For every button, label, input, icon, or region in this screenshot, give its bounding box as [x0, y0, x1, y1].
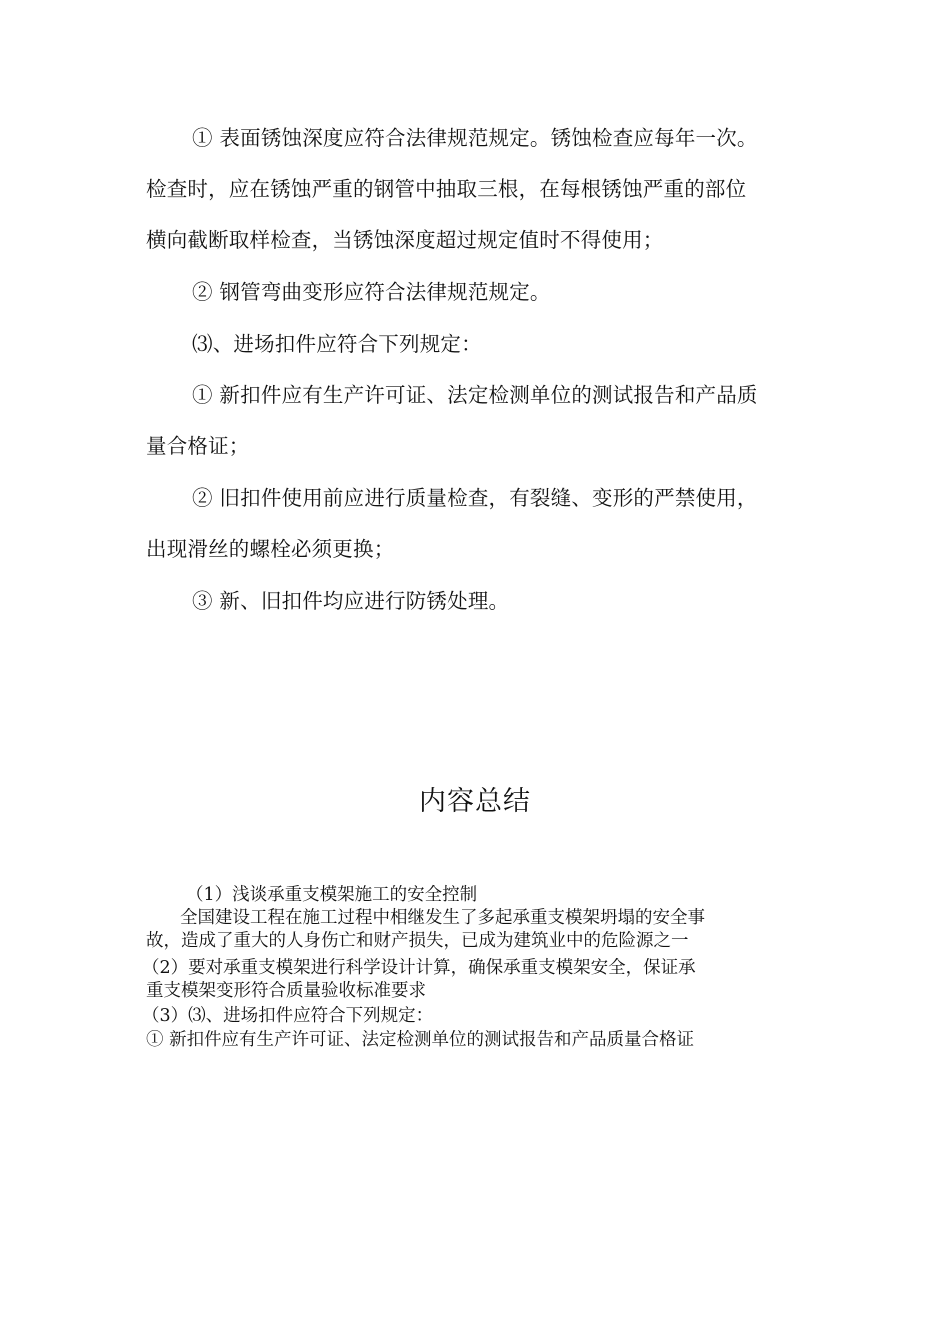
paragraph-line: ② 旧扣件使用前应进行质量检查，有裂缝、变形的严禁使用，: [192, 486, 758, 510]
summary-line: 全国建设工程在施工过程中相继发生了多起承重支模架坍塌的安全事: [180, 908, 705, 928]
paragraph-line: ③ 新、旧扣件均应进行防锈处理。: [192, 589, 510, 613]
paragraph-line: ② 钢管弯曲变形应符合法律规范规定。: [192, 280, 551, 304]
paragraph-line: ① 新扣件应有生产许可证、法定检测单位的测试报告和产品质: [192, 383, 758, 407]
paragraph-line: 检查时，应在锈蚀严重的钢管中抽取三根，在每根锈蚀严重的部位: [146, 177, 747, 201]
summary-line: （2）要对承重支模架进行科学设计计算，确保承重支模架安全，保证承: [142, 958, 696, 978]
summary-line: ① 新扣件应有生产许可证、法定检测单位的测试报告和产品质量合格证: [146, 1030, 695, 1050]
paragraph-line: 量合格证；: [146, 434, 250, 458]
paragraph-line: 出现滑丝的螺栓必须更换；: [146, 537, 395, 561]
summary-line: 故，造成了重大的人身伤亡和财产损失，已成为建筑业中的危险源之一: [146, 931, 689, 951]
paragraph-line: 横向截断取样检查，当锈蚀深度超过规定值时不得使用；: [146, 228, 664, 252]
paragraph-line: ① 表面锈蚀深度应符合法律规范规定。锈蚀检查应每年一次。: [192, 126, 758, 150]
summary-line: （3）⑶、进场扣件应符合下列规定：: [142, 1006, 434, 1026]
summary-line: （1）浅谈承重支模架施工的安全控制: [186, 885, 478, 905]
paragraph-line: ⑶、进场扣件应符合下列规定：: [192, 332, 482, 356]
summary-line: 重支模架变形符合质量验收标准要求: [146, 981, 426, 1001]
summary-title: 内容总结: [419, 786, 531, 817]
